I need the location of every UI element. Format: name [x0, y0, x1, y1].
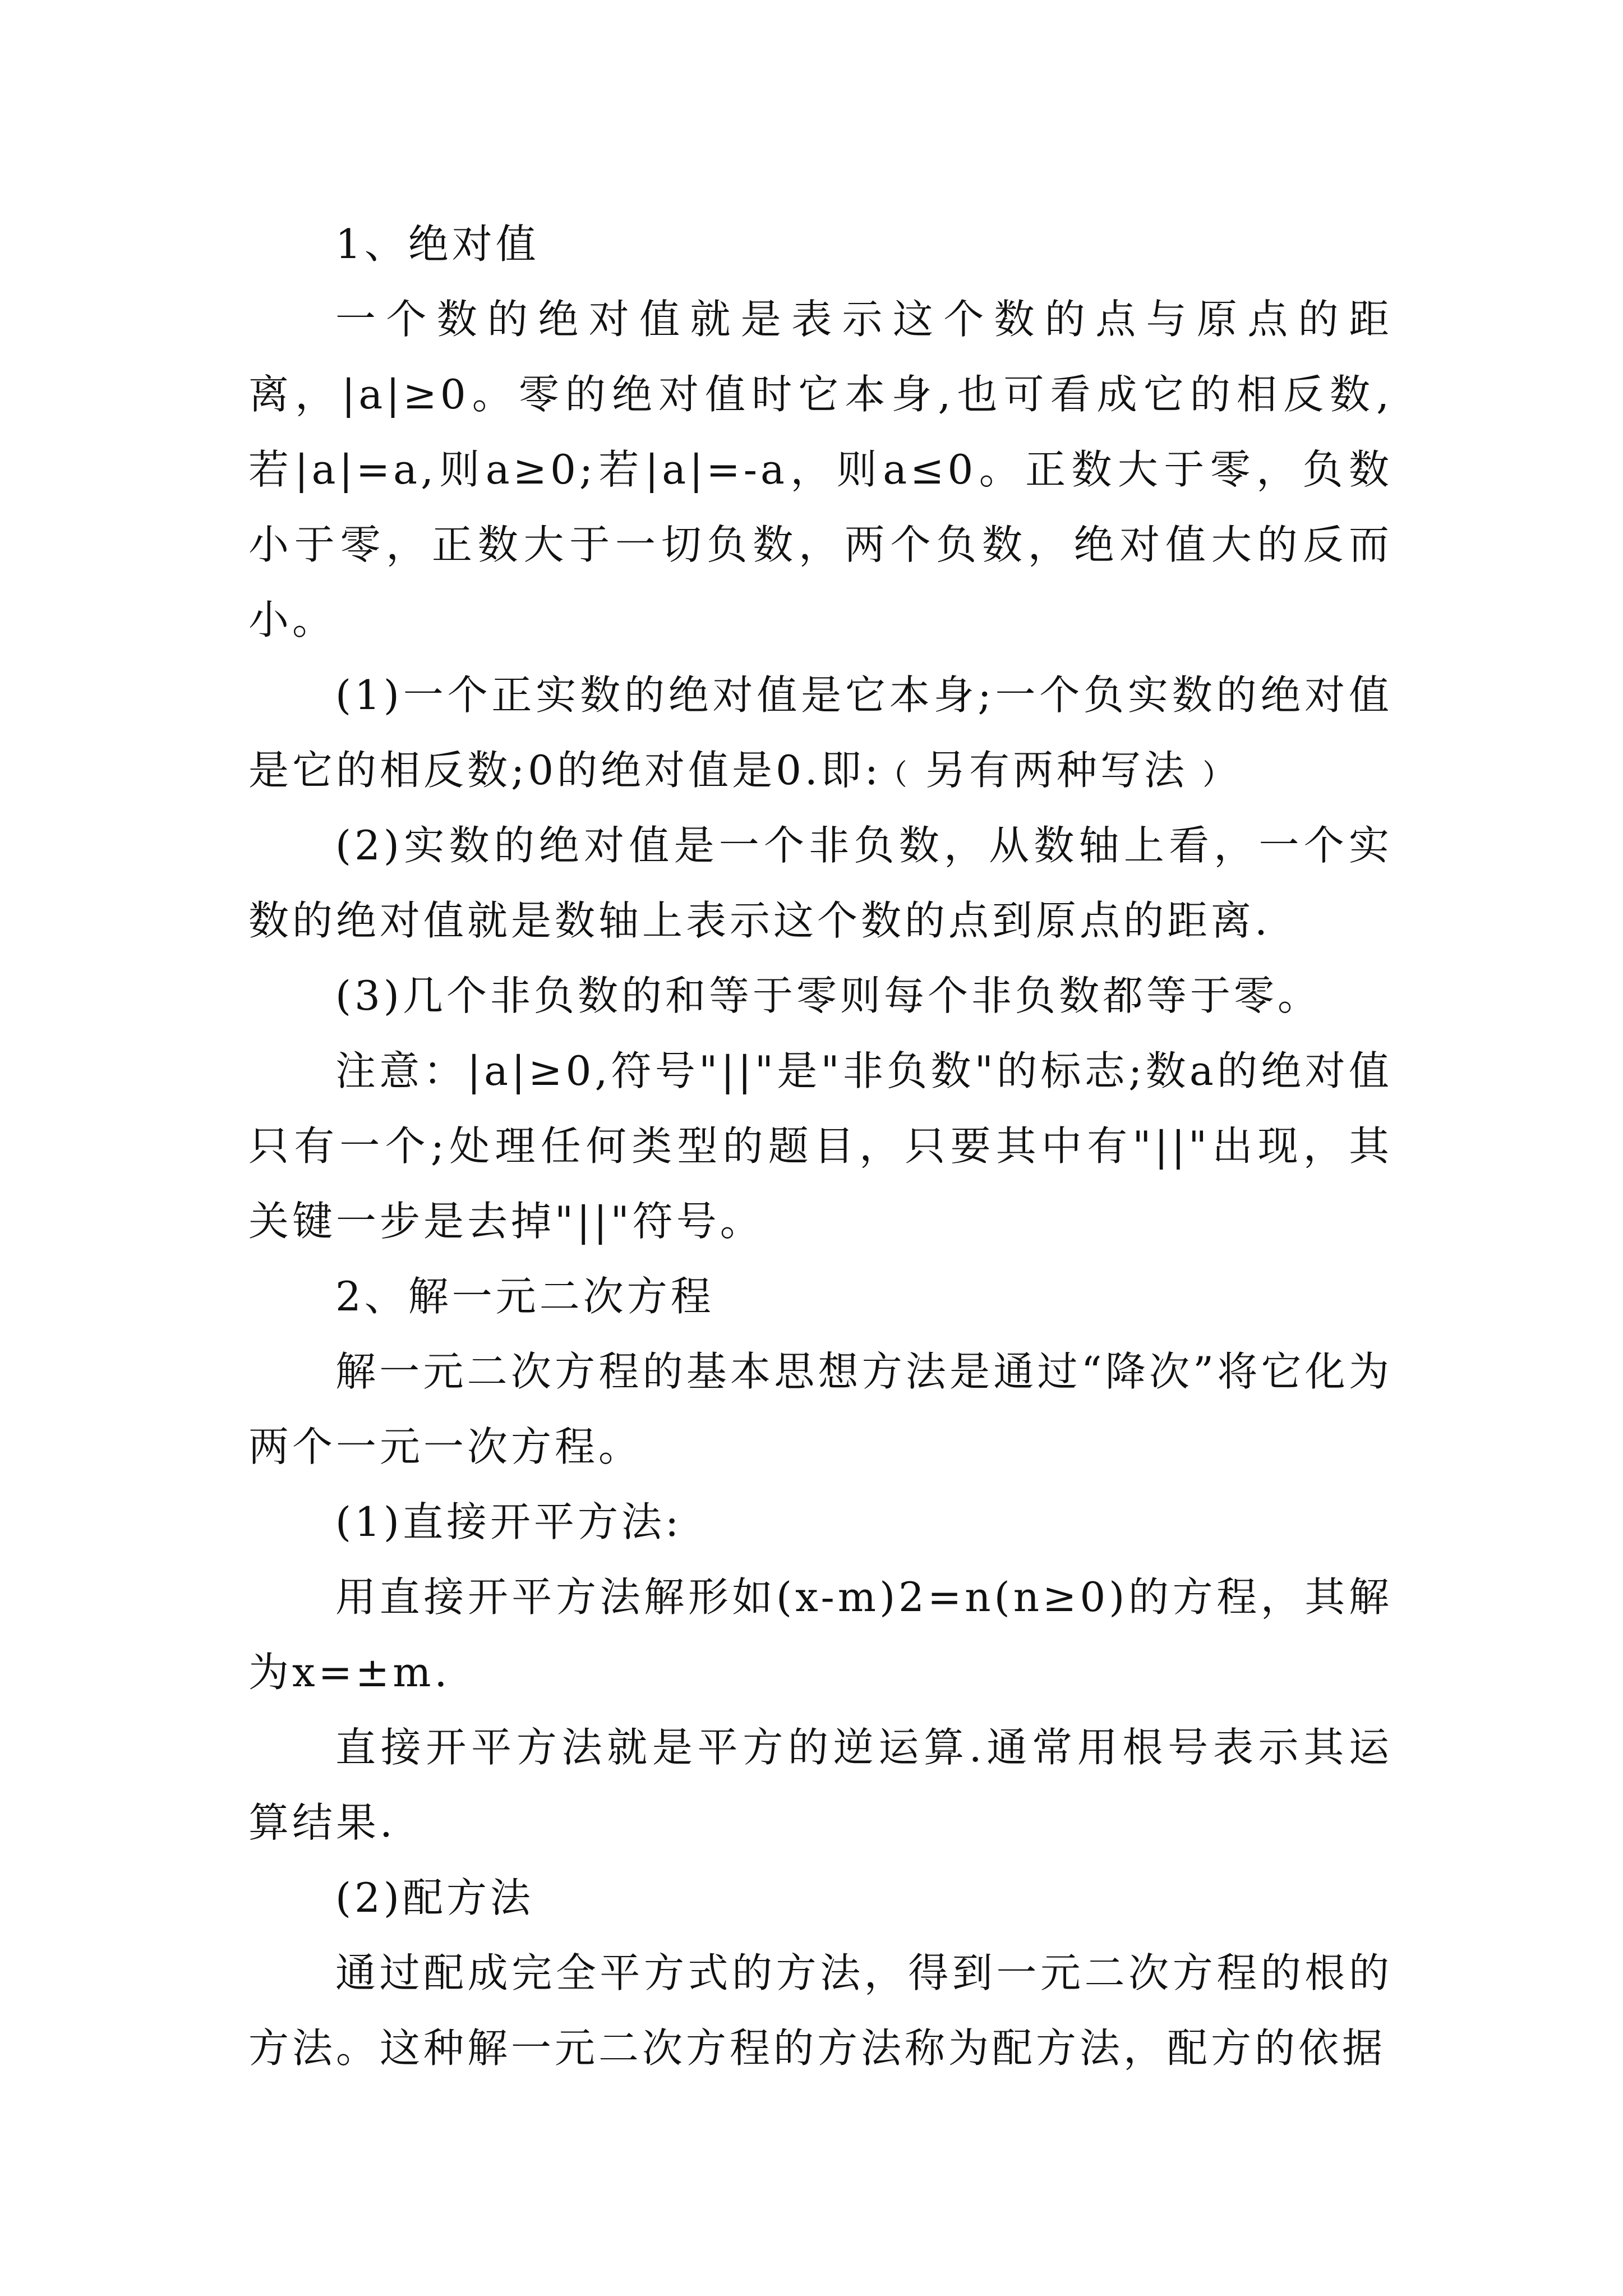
paragraph-point-1: (1)一个正实数的绝对值是它本身;一个负实数的绝对值是它的相反数;0的绝对值是0.即:﹙另有两种写法﹚ — [248, 671, 1393, 794]
paragraph-completing-square: 通过配成完全平方式的方法，得到一元二次方程的根的方法。这种解一元二次方程的方法称为配方法，配方的依据 — [248, 1949, 1393, 2072]
paragraph-absolute-value-definition: 一个数的绝对值就是表示这个数的点与原点的距离，|a|≥0。零的绝对值时它本身,也可看成它的相反数,若|a|=a,则a≥0;若|a|=-a，则a≤0。正数大于零，负数小于零，正数大于一切负数，两个负数，绝对值大的反而小。 — [248, 296, 1393, 643]
subheading-direct-root: (1)直接开平方法: — [335, 1498, 683, 1545]
subheading-completing-square: (2)配方法 — [335, 1874, 534, 1921]
paragraph-direct-root-form: 用直接开平方法解形如(x-m)2=n(n≥0)的方程，其解为x=±m. — [248, 1573, 1393, 1696]
paragraph-point-2: (2)实数的绝对值是一个非负数，从数轴上看，一个实数的绝对值就是数轴上表示这个数的点到原点的距离. — [248, 822, 1393, 944]
paragraph-quadratic-intro: 解一元二次方程的基本思想方法是通过“降次”将它化为两个一元一次方程。 — [248, 1348, 1393, 1470]
paragraph-direct-root-explain: 直接开平方法就是平方的逆运算.通常用根号表示其运算结果. — [248, 1724, 1393, 1846]
paragraph-note: 注意：|a|≥0,符号"||"是"非负数"的标志;数a的绝对值只有一个;处理任何类型的题目，只要其中有"||"出现，其关键一步是去掉"||"符号。 — [248, 1047, 1393, 1245]
document-body — [248, 206, 1393, 2086]
section-heading-quadratic: 2、解一元二次方程 — [335, 1273, 714, 1320]
paragraph-point-3: (3)几个非负数的和等于零则每个非负数都等于零。 — [335, 972, 1321, 1019]
section-heading-absolute-value: 1、绝对值 — [335, 220, 540, 268]
